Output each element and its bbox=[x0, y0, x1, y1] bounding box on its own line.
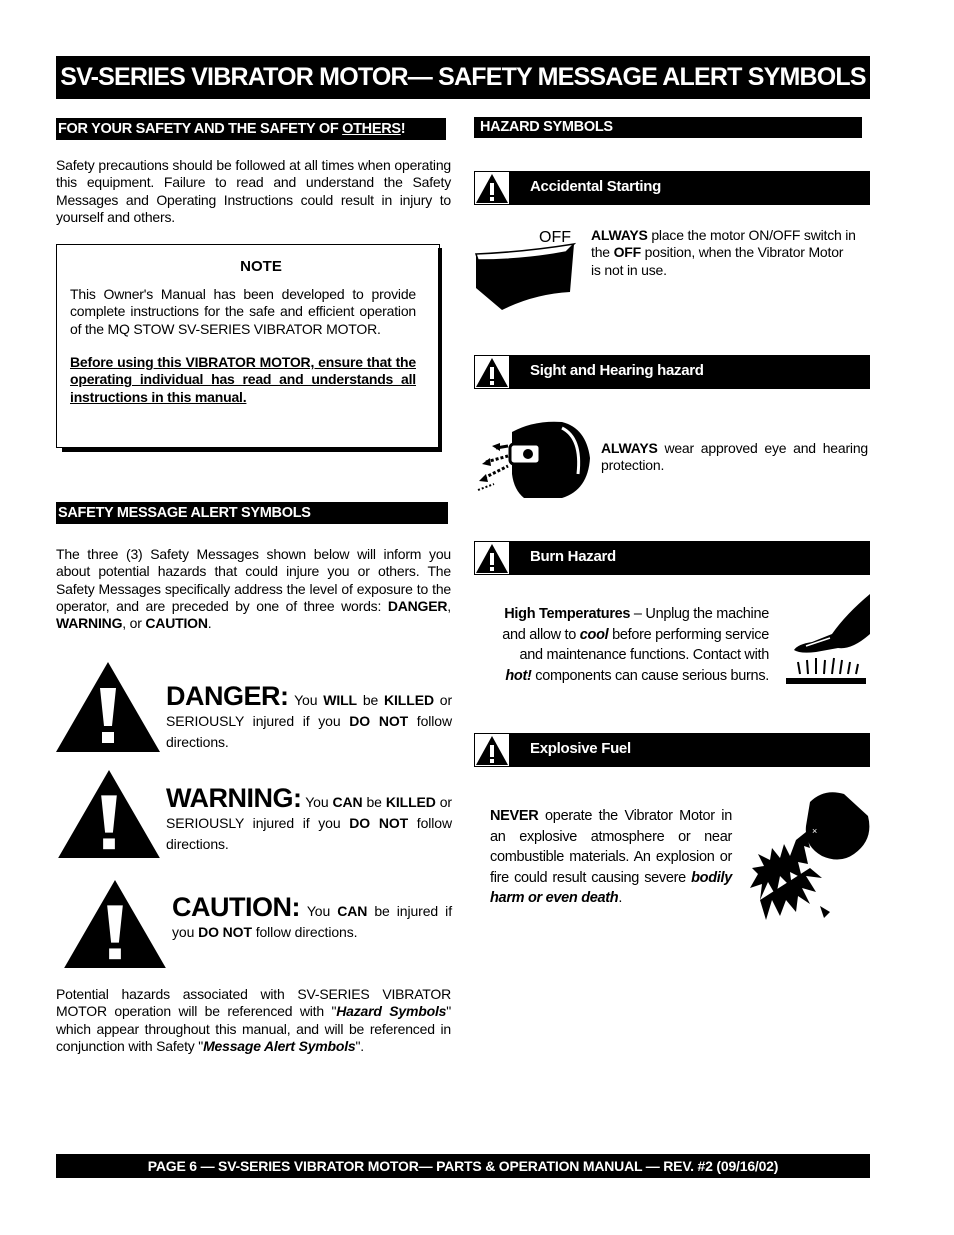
safety-paragraph: Safety precautions should be followed at all times when operating this equipment. Failure to read and understand the Safety Messages and Operating Instructions could result in injury to yourself and others. bbox=[56, 157, 451, 225]
note-warning: Before using this VIBRATOR MOTOR, ensure that the operating individual has read and understands all instructions in this manual. bbox=[70, 354, 416, 405]
hazard-symbols-heading: HAZARD SYMBOLS bbox=[474, 117, 862, 138]
explosive-fuel-bar bbox=[474, 733, 870, 767]
caution-text: follow directions. bbox=[251, 924, 358, 940]
alert-word-warning: WARNING bbox=[56, 615, 123, 632]
accidental-bold: ALWAYS bbox=[591, 227, 648, 243]
caution-text: be injured if you bbox=[172, 903, 452, 940]
warning-icon bbox=[475, 172, 509, 204]
caution-word: CAUTION: bbox=[172, 892, 300, 922]
danger-text: or SERIOUSLY injured if you bbox=[166, 692, 453, 729]
page-title: SV-SERIES VIBRATOR MOTOR— SAFETY MESSAGE ALERT SYMBOLS bbox=[56, 56, 870, 99]
burn-text bbox=[496, 604, 769, 686]
burn-span: – Unplug the machine and allow to bbox=[502, 606, 769, 643]
warning-icon-box bbox=[474, 171, 510, 205]
explosive-bold: NEVER bbox=[490, 808, 539, 824]
caution-message bbox=[172, 892, 452, 943]
warning-icon-box bbox=[474, 541, 510, 575]
note-paragraph: This Owner's Manual has been developed to provide complete instructions for the safe and efficient operation of the MQ STOW SV-SERIES VIBRATOR MOTOR. bbox=[70, 286, 416, 337]
sight-bold: ALWAYS bbox=[601, 440, 658, 456]
accidental-text bbox=[591, 227, 856, 279]
alert-paragraph bbox=[56, 546, 451, 632]
caution-triangle-icon bbox=[64, 880, 166, 968]
svg-text:×: × bbox=[812, 826, 818, 836]
eye-hearing-protection-icon bbox=[474, 418, 592, 500]
explosive-fuel-label: Explosive Fuel bbox=[530, 740, 631, 757]
caution-bold: CAN bbox=[337, 903, 368, 919]
warning-bold: KILLED bbox=[385, 794, 436, 810]
safety-heading-text: FOR YOUR SAFETY AND THE SAFETY OF bbox=[58, 121, 343, 137]
safety-heading-others: OTHERS bbox=[342, 121, 401, 137]
alert-paragraph-text: The three (3) Safety Messages shown below will inform you about potential hazards that could injure you or others. The Safety Messages specifically address the level of exposure to the operator, and are preceded by one of three words: bbox=[56, 546, 451, 614]
note-box-shadow-side bbox=[438, 248, 442, 452]
note-box-shadow bbox=[62, 448, 442, 452]
alert-word-danger: DANGER bbox=[387, 597, 448, 614]
alert-sep: , or bbox=[122, 615, 146, 632]
hot-surface-hand-icon bbox=[786, 594, 870, 686]
explosion-icon bbox=[750, 788, 870, 922]
warning-text: or SERIOUSLY injured if you bbox=[166, 794, 452, 831]
hazard-reference-paragraph bbox=[56, 986, 451, 1055]
burn-span: before performing service and maintenance functions. Contact with bbox=[519, 626, 769, 663]
accidental-span: position, when the Vibrator Motor is not in use. bbox=[591, 244, 844, 278]
off-switch-label: OFF bbox=[539, 229, 571, 246]
caution-bold: DO NOT bbox=[198, 924, 252, 940]
warning-text: follow directions. bbox=[166, 815, 453, 852]
danger-word: DANGER: bbox=[166, 681, 289, 711]
accidental-span: place the motor ON/OFF switch in the bbox=[591, 227, 856, 261]
accidental-bold: OFF bbox=[613, 244, 641, 261]
sight-hearing-bar bbox=[474, 355, 870, 389]
accidental-starting-label: Accidental Starting bbox=[530, 178, 661, 195]
burn-hazard-label: Burn Hazard bbox=[530, 548, 616, 565]
alert-heading: SAFETY MESSAGE ALERT SYMBOLS bbox=[56, 502, 448, 524]
warning-text: be bbox=[362, 794, 386, 810]
burn-bold-italic: hot! bbox=[505, 667, 532, 684]
hazard-ref-text: " which appear throughout this manual, and will be referenced in conjunction with Safety " bbox=[56, 1003, 451, 1054]
warning-triangle-icon bbox=[58, 770, 160, 858]
off-switch-icon bbox=[474, 242, 576, 312]
warning-icon bbox=[475, 734, 509, 766]
note-title: NOTE bbox=[240, 258, 282, 275]
danger-bold: WILL bbox=[323, 692, 358, 708]
hazard-ref-text: Potential hazards associated with SV-SERIES VIBRATOR MOTOR operation will be referenced with " bbox=[56, 986, 451, 1020]
danger-text: follow directions. bbox=[166, 713, 453, 750]
caution-text: You bbox=[306, 903, 338, 919]
page-footer: PAGE 6 — SV-SERIES VIBRATOR MOTOR— PARTS & OPERATION MANUAL — REV. #2 (09/16/02) bbox=[56, 1154, 870, 1178]
warning-icon bbox=[475, 542, 509, 574]
burn-span: components can cause serious burns. bbox=[531, 667, 769, 684]
explosive-span: . bbox=[618, 890, 623, 906]
explosive-span: operate the Vibrator Motor in an explosive atmosphere or near combustible materials. An explosion or fire could result causing severe bbox=[490, 808, 732, 886]
burn-bold-italic: cool bbox=[579, 626, 609, 643]
warning-word: WARNING: bbox=[166, 783, 302, 813]
explosive-text bbox=[490, 806, 732, 909]
safety-heading-exclaim: ! bbox=[400, 121, 406, 137]
alert-word-caution: CAUTION bbox=[145, 615, 208, 632]
explosive-bold-italic: bodily harm or even death bbox=[490, 869, 732, 906]
alert-end: . bbox=[207, 615, 212, 632]
sight-text bbox=[601, 440, 868, 475]
danger-bold: DO NOT bbox=[349, 713, 409, 729]
burn-hazard-bar bbox=[474, 541, 870, 575]
danger-triangle-icon bbox=[56, 662, 160, 752]
danger-bold: KILLED bbox=[384, 692, 434, 708]
sight-hearing-label: Sight and Hearing hazard bbox=[530, 362, 704, 379]
safety-heading bbox=[56, 118, 446, 140]
hazard-ref-bold: Hazard Symbols bbox=[336, 1003, 447, 1020]
burn-bold: High Temperatures bbox=[504, 606, 631, 622]
warning-text: You bbox=[305, 794, 333, 810]
danger-message bbox=[166, 681, 453, 753]
warning-icon bbox=[475, 356, 509, 388]
hazard-ref-bold: Message Alert Symbols bbox=[203, 1037, 356, 1054]
sight-span: wear approved eye and hearing protection. bbox=[601, 440, 868, 474]
accidental-starting-bar bbox=[474, 171, 870, 205]
warning-message bbox=[166, 783, 453, 855]
danger-text: You bbox=[294, 692, 324, 708]
hazard-ref-text: ". bbox=[355, 1037, 364, 1054]
danger-text: be bbox=[357, 692, 384, 708]
warning-bold: DO NOT bbox=[349, 815, 409, 831]
warning-icon-box bbox=[474, 355, 510, 389]
warning-icon-box bbox=[474, 733, 510, 767]
warning-bold: CAN bbox=[332, 794, 363, 810]
alert-sep: , bbox=[447, 597, 451, 614]
